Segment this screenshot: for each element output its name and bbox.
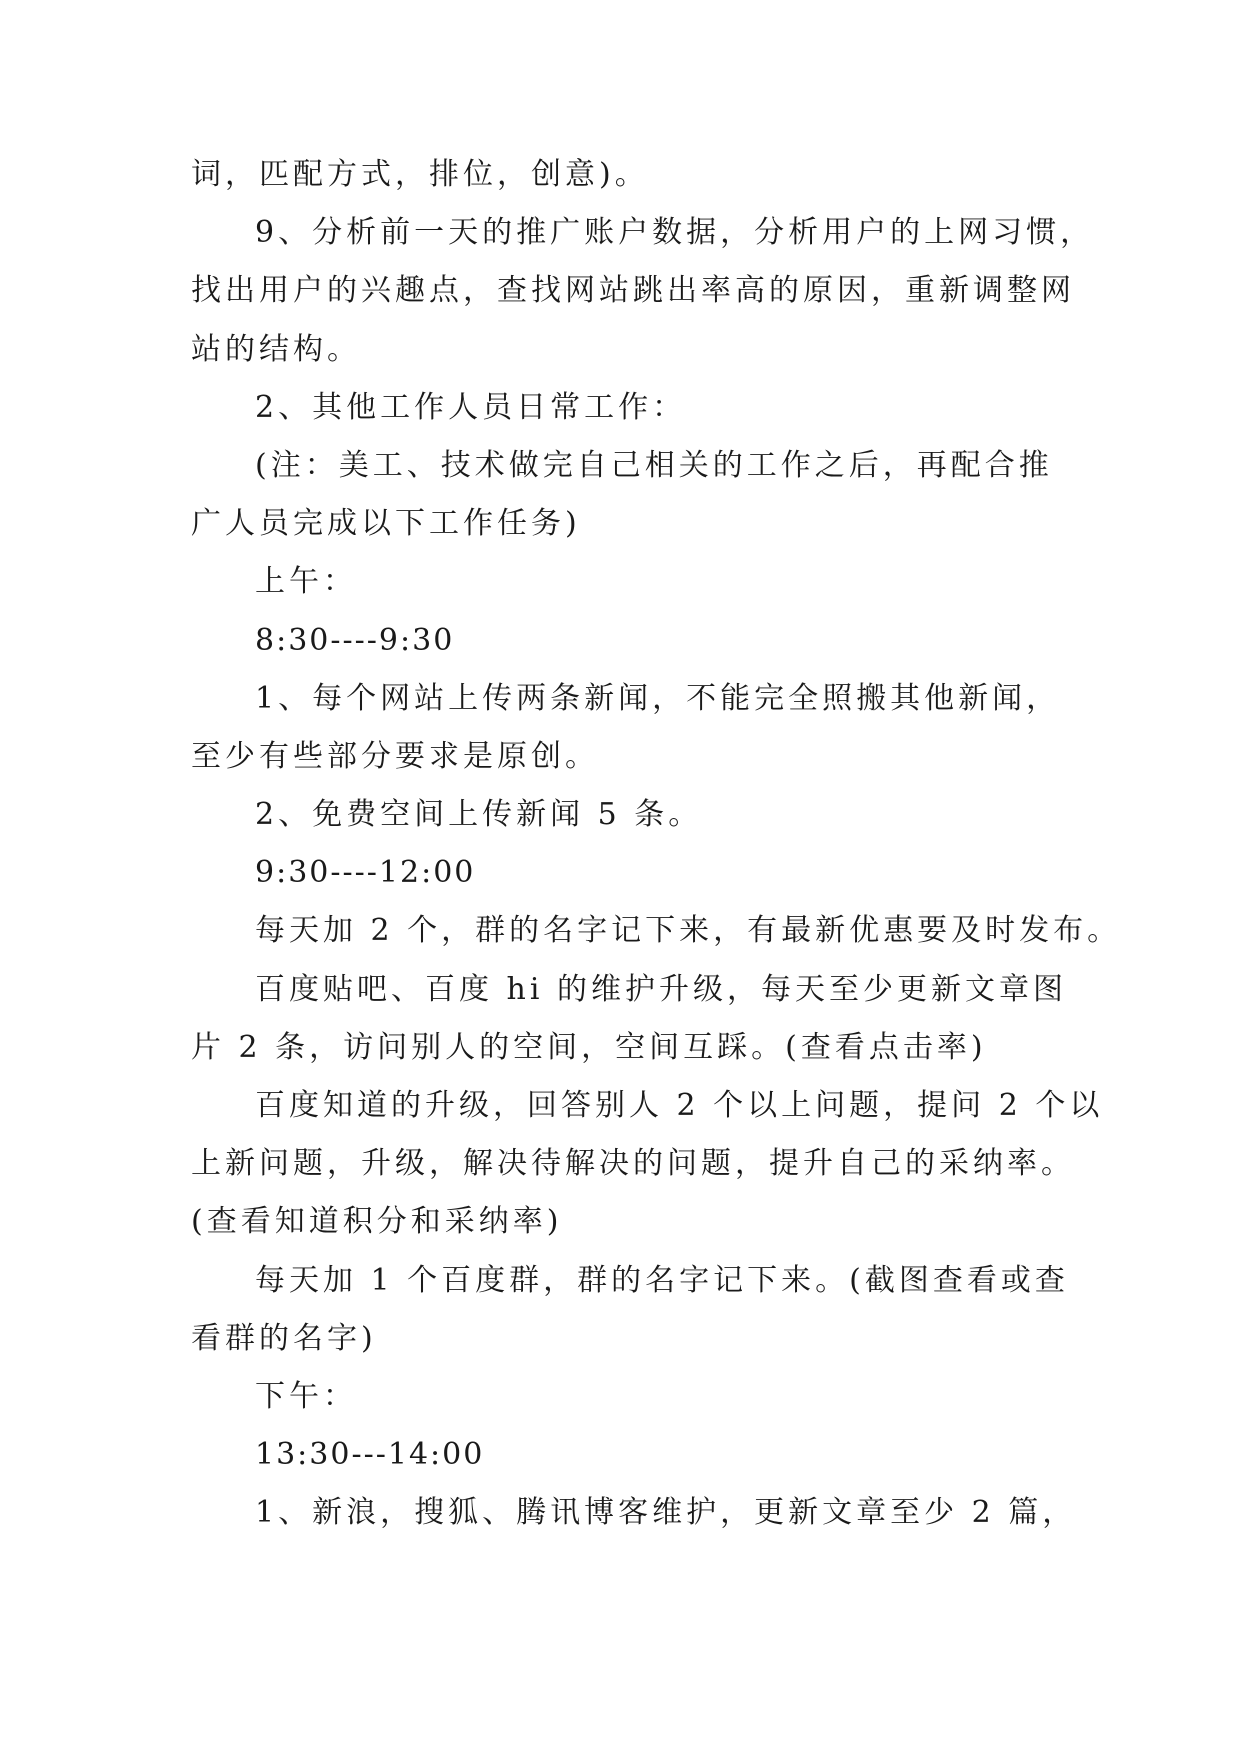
text-line: 1、每个网站上传两条新闻，不能完全照搬其他新闻， — [255, 680, 1061, 716]
period-heading-morning: 上午： — [255, 564, 357, 600]
text-line: 找出用户的兴趣点，查找网站跳出率高的原因，重新调整网 — [191, 273, 1075, 309]
text-line: 2、免费空间上传新闻 5 条。 — [255, 797, 703, 833]
text-line: 百度贴吧、百度 hi 的维护升级，每天至少更新文章图 — [255, 971, 1067, 1007]
text-line: (查看知道积分和采纳率) — [191, 1204, 563, 1240]
text-line: 片 2 条，访问别人的空间，空间互踩。(查看点击率) — [191, 1029, 987, 1065]
time-range: 8:30----9:30 — [255, 622, 455, 658]
time-range: 9:30----12:00 — [255, 855, 476, 891]
text-line: 每天加 1 个百度群，群的名字记下来。(截图查看或查 — [255, 1262, 1069, 1298]
text-line: 广人员完成以下工作任务) — [191, 506, 581, 542]
text-line: 每天加 2 个，群的名字记下来，有最新优惠要及时发布。 — [255, 913, 1122, 949]
text-line: 1、新浪，搜狐、腾讯博客维护，更新文章至少 2 篇， — [255, 1495, 1077, 1531]
text-line: 9、分析前一天的推广账户数据，分析用户的上网习惯， — [255, 215, 1095, 251]
section-heading: 2、其他工作人员日常工作： — [255, 389, 687, 425]
period-heading-afternoon: 下午： — [255, 1378, 357, 1414]
text-line: (注：美工、技术做完自己相关的工作之后，再配合推 — [255, 447, 1053, 483]
text-line: 词，匹配方式，排位，创意)。 — [191, 157, 649, 192]
document-body — [191, 157, 1122, 1554]
text-line: 百度知道的升级，回答别人 2 个以上问题，提问 2 个以 — [255, 1088, 1104, 1123]
text-line: 至少有些部分要求是原创。 — [191, 738, 599, 774]
text-line: 看群的名字) — [191, 1320, 377, 1356]
text-line: 上新问题，升级，解决待解决的问题，提升自己的采纳率。 — [191, 1146, 1075, 1182]
text-line: 站的结构。 — [191, 331, 361, 367]
time-range: 13:30---14:00 — [255, 1437, 485, 1473]
